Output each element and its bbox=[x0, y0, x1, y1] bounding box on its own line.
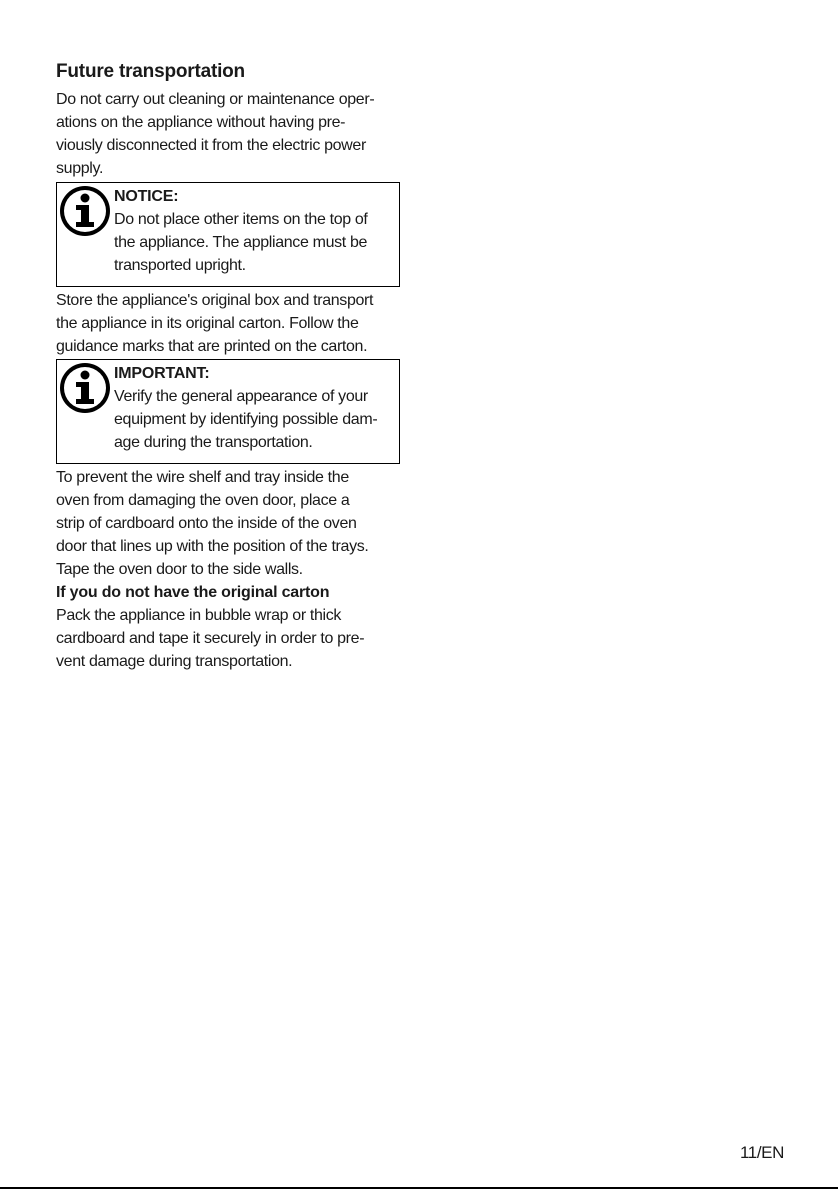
text-line: Store the appliance's original box and transport bbox=[56, 292, 374, 309]
text-line: strip of cardboard onto the inside of the oven bbox=[56, 515, 357, 532]
text-line: door that lines up with the position of the trays. bbox=[56, 538, 369, 555]
notice-title: NOTICE: bbox=[114, 188, 179, 205]
text-line: Tape the oven door to the side walls. bbox=[56, 561, 303, 578]
text-line: To prevent the wire shelf and tray inside the bbox=[56, 469, 349, 486]
text-line: oven from damaging the oven door, place a bbox=[56, 492, 350, 509]
important-title: IMPORTANT: bbox=[114, 365, 210, 382]
text-line: viously disconnected it from the electric power bbox=[56, 137, 366, 154]
section-title: Future transportation bbox=[56, 61, 245, 82]
text-line: the appliance in its original carton. Follow the bbox=[56, 315, 359, 332]
text-line: Pack the appliance in bubble wrap or thick bbox=[56, 607, 342, 624]
no-carton-paragraph bbox=[56, 604, 400, 673]
text-line: guidance marks that are printed on the carton. bbox=[56, 338, 368, 355]
notice-line: Do not place other items on the top of bbox=[114, 211, 368, 228]
text-line: supply. bbox=[56, 160, 104, 177]
text-line: vent damage during transportation. bbox=[56, 653, 293, 670]
intro-paragraph bbox=[56, 88, 400, 180]
important-line: age during the transportation. bbox=[114, 434, 313, 451]
page-number: 11/EN bbox=[740, 1143, 784, 1162]
notice-line: the appliance. The appliance must be bbox=[114, 234, 368, 251]
info-icon bbox=[57, 360, 113, 416]
important-line: Verify the general appearance of your bbox=[114, 388, 368, 405]
main-column bbox=[56, 60, 400, 673]
text-line: cardboard and tape it securely in order to pre- bbox=[56, 630, 365, 647]
footer-divider bbox=[0, 1187, 838, 1189]
no-carton-title: If you do not have the original carton bbox=[56, 584, 330, 601]
important-callout bbox=[56, 359, 400, 464]
text-line: ations on the appliance without having pre- bbox=[56, 114, 346, 131]
important-line: equipment by identifying possible dam- bbox=[114, 411, 378, 428]
text-line: Do not carry out cleaning or maintenance oper- bbox=[56, 91, 375, 108]
prevent-paragraph bbox=[56, 466, 400, 581]
notice-callout bbox=[56, 182, 400, 287]
notice-line: transported upright. bbox=[114, 257, 246, 274]
info-icon bbox=[57, 183, 113, 239]
storage-paragraph bbox=[56, 289, 400, 358]
